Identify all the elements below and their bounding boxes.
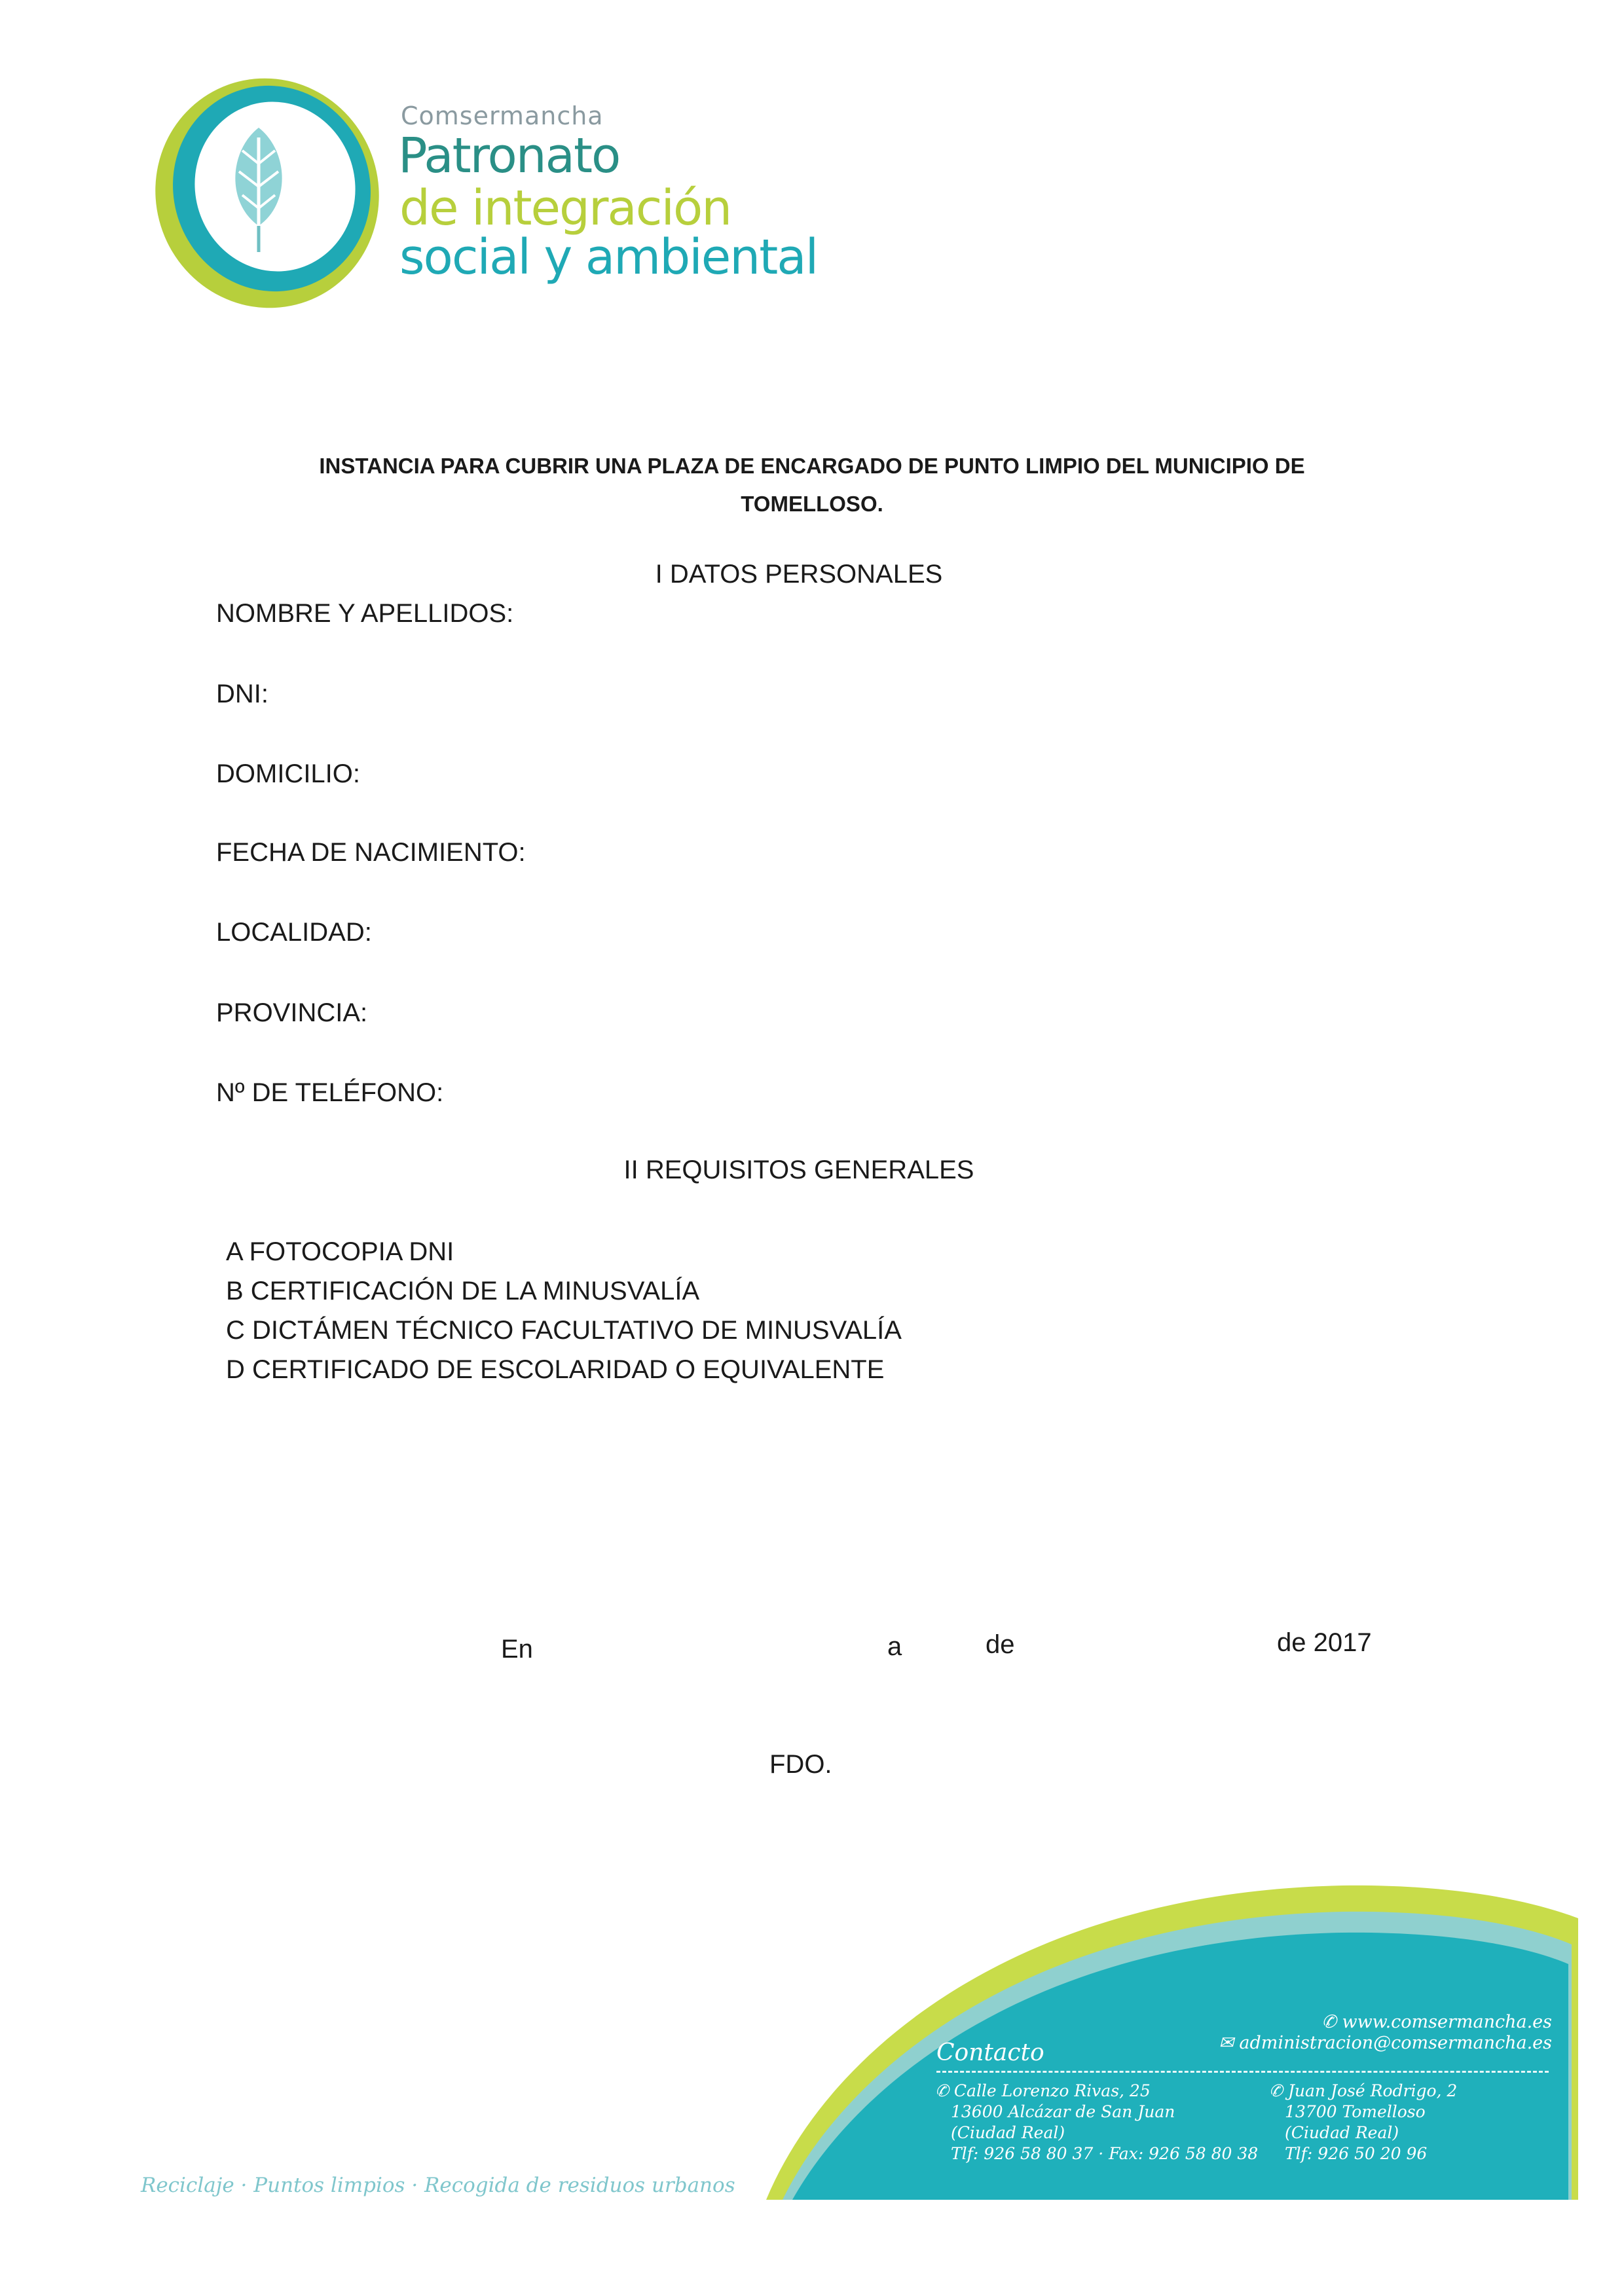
address-line: Juan José Rodrigo, 2 (1287, 2081, 1458, 2100)
field-label-locality: LOCALIDAD: (216, 918, 372, 947)
address-line: Tlf: 926 50 20 96 (1285, 2144, 1428, 2163)
date-line-a: a (887, 1632, 902, 1661)
footer-website[interactable] (1321, 2012, 1552, 2032)
address-line: Tlf: 926 58 80 37 · Fax: 926 58 80 38 (951, 2144, 1259, 2163)
requirement-item: D CERTIFICADO DE ESCOLARIDAD O EQUIVALENTE (226, 1355, 885, 1384)
address-line: 13700 Tomelloso (1285, 2102, 1426, 2121)
date-line-year: de 2017 (1277, 1628, 1372, 1657)
logo-title-line3: social y ambiental (399, 229, 818, 285)
date-line-en: En (501, 1635, 533, 1664)
address-line: (Ciudad Real) (951, 2123, 1065, 2142)
footer-tagline: Reciclaje · Puntos limpios · Recogida de residuos urbanos (141, 2174, 735, 2197)
document-title (196, 447, 1428, 523)
document-title-line2: TOMELLOSO. (741, 492, 883, 516)
mail-icon: ✉ (1219, 2033, 1240, 2053)
address-line: (Ciudad Real) (1285, 2123, 1399, 2142)
logo-title-line2: de integración (399, 180, 731, 236)
footer-email-text: administracion@comsermancha.es (1239, 2033, 1552, 2053)
requirement-item: A FOTOCOPIA DNI (226, 1237, 454, 1266)
requirement-item: B CERTIFICACIÓN DE LA MINUSVALÍA (226, 1277, 700, 1305)
date-line-de: de (986, 1630, 1015, 1659)
location-icon: ✆ (1269, 2081, 1288, 2100)
footer-website-text: www.comsermancha.es (1342, 2012, 1552, 2032)
address-line: Calle Lorenzo Rivas, 25 (953, 2081, 1151, 2100)
field-label-phone: Nº DE TELÉFONO: (216, 1078, 444, 1107)
field-label-birth-date: FECHA DE NACIMIENTO: (216, 838, 526, 867)
footer-address-alcazar (935, 2081, 1258, 2164)
footer-contact-label: Contacto (936, 2039, 1044, 2066)
logo-title-line1: Patronato (398, 128, 620, 184)
field-label-address: DOMICILIO: (216, 759, 361, 788)
requirement-item: C DICTÁMEN TÉCNICO FACULTATIVO DE MINUSVALÍA (226, 1316, 902, 1345)
footer-email[interactable] (1219, 2033, 1552, 2053)
footer-address-tomelloso (1269, 2081, 1457, 2164)
logo-org-name: Comsermancha (401, 101, 604, 130)
field-label-name: NOMBRE Y APELLIDOS: (216, 599, 514, 628)
footer-divider (936, 2071, 1549, 2073)
location-icon: ✆ (935, 2081, 954, 2100)
address-line: 13600 Alcázar de San Juan (951, 2102, 1175, 2121)
signature-label: FDO. (769, 1750, 832, 1779)
field-label-province: PROVINCIA: (216, 998, 368, 1027)
field-label-dni: DNI: (216, 680, 268, 708)
patronato-logo-mark (151, 65, 399, 314)
phone-icon: ✆ (1321, 2012, 1342, 2032)
section-heading-personal-data: I DATOS PERSONALES (655, 560, 943, 589)
section-heading-requirements: II REQUISITOS GENERALES (623, 1156, 974, 1184)
document-title-line1: INSTANCIA PARA CUBRIR UNA PLAZA DE ENCARGADO DE PUNTO LIMPIO DEL MUNICIPIO DE (319, 454, 1305, 478)
